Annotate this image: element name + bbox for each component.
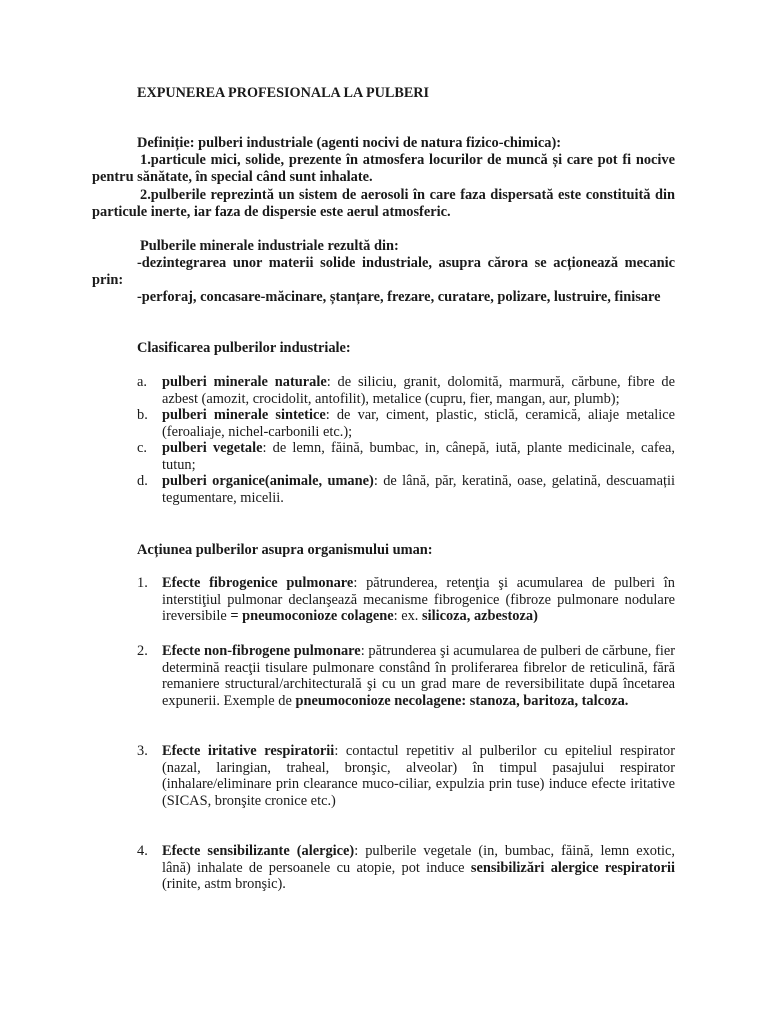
item-description: : de var, ciment, plastic, sticlă, ceramică, aliaje metalice (feroaliaje, nichel-carbonili etc.); (162, 407, 676, 440)
classification-item-d (137, 473, 675, 506)
list-marker: c. (137, 440, 147, 456)
item-term: Efecte non-fibrogene pulmonare (162, 643, 361, 659)
item-description: : contactul repetitiv al pulberilor cu epiteliul respirator (nazal, laringian, traheal, bronşic, alveolar) în timpul pasajului respirator (inhalare/eliminare prin clearance muco-ciliar, expulzia prin tuse) induce efecte iritative (SICAS, bronşite cronice etc.) (162, 743, 676, 809)
item-term: pulberi organice(animale, umane) (162, 473, 374, 489)
list-marker: d. (137, 473, 148, 489)
item-term: Efecte sensibilizante (alergice) (162, 843, 355, 859)
mineral-paragraph-2: -perforaj, concasare-măcinare, ștanțare, frezare, curatare, polizare, lustruire, finisare (137, 289, 661, 305)
definition-heading (92, 135, 675, 152)
classification-item-b (137, 407, 675, 440)
classification-heading: Clasificarea pulberilor industriale: (137, 340, 351, 356)
action-item-3 (137, 743, 675, 809)
item-description: : ex. (393, 608, 422, 624)
action-item-4 (137, 843, 675, 893)
item-term: pulberi vegetale (162, 440, 263, 456)
item-description: : de lemn, făină, bumbac, in, cânepă, iută, plante medicinale, cafea, tutun; (162, 440, 675, 473)
list-marker: b. (137, 407, 148, 423)
item-description: : de siliciu, granit, dolomită, marmură, cărbune, fibre de azbest (amozit, crocidolit, antofilit), metalice (cupru, fier, mangan, aur, plumb); (162, 374, 675, 407)
item-emphasis: sensibilizări alergice respiratorii (470, 859, 675, 876)
item-term: pulberi minerale naturale (162, 374, 327, 390)
item-term: Efecte fibrogenice pulmonare (162, 575, 354, 591)
item-emphasis: silicoza, azbestoza) (421, 608, 538, 624)
definition-paragraph-1: 1.particule mici, solide, prezente în atmosfera locurilor de muncă și care pot fi nocive pentru sănătate, în special când sunt inhalate. (92, 152, 675, 185)
item-description: : pulberile vegetale (in, bumbac, făină, lemn exotic, lână) inhalate de persoanele cu atopie, pot induce (162, 843, 675, 876)
classification-list (137, 374, 675, 506)
item-description: : pătrunderea, retenţia şi acumularea de pulberi în interstiţiul pulmonar declanşează mecanisme fibrogenice (fibroze pulmonare nodulare ireversibile (162, 575, 675, 624)
classification-item-c (137, 440, 675, 473)
item-description: : pătrunderea şi acumularea de pulberi de cărbune, fier determină reacţii tisulare pulmonare constând în proliferarea fibrelor de reticulină, fără remaniere structural/architecturală şi cu un grad mare de reversibilitate după încetarea expunerii. Exemple de (162, 643, 676, 709)
item-emphasis: pneumoconioze necolagene: stanoza, baritoza, talcoza. (295, 692, 629, 709)
mineral-heading: Pulberile minerale industriale rezultă din: (140, 238, 399, 254)
item-emphasis: = pneumoconioze colagene (230, 608, 394, 624)
document-title: EXPUNEREA PROFESIONALA LA PULBERI (137, 85, 430, 101)
action-item-1 (137, 575, 675, 625)
item-description: (rinite, astm bronşic). (162, 876, 286, 892)
definition-heading-text: Definiție: pulberi industriale (agenti nocivi de natura fizico-chimica): (137, 135, 562, 151)
mineral-paragraph-1: -dezintegrarea unor materii solide industriale, asupra cărora se acționează mecanic prin: (92, 255, 675, 288)
item-term: pulberi minerale sintetice (162, 407, 326, 423)
action-item-2 (137, 643, 675, 709)
list-marker: 1. (137, 575, 148, 591)
action-heading: Acțiunea pulberilor asupra organismului uman: (137, 542, 433, 558)
classification-item-a (137, 374, 675, 407)
item-description: : de lână, păr, keratină, oase, gelatină, descuamații tegumentare, micelii. (162, 473, 675, 506)
list-marker: 2. (137, 643, 148, 659)
item-term: Efecte iritative respiratorii (162, 743, 335, 759)
list-marker: 3. (137, 743, 148, 759)
definition-paragraph-2: 2.pulberile reprezintă un sistem de aerosoli în care faza dispersată este constituită din particule inerte, iar faza de dispersie este aerul atmosferic. (92, 187, 675, 220)
list-marker: 4. (137, 843, 148, 859)
list-marker: a. (137, 374, 147, 390)
